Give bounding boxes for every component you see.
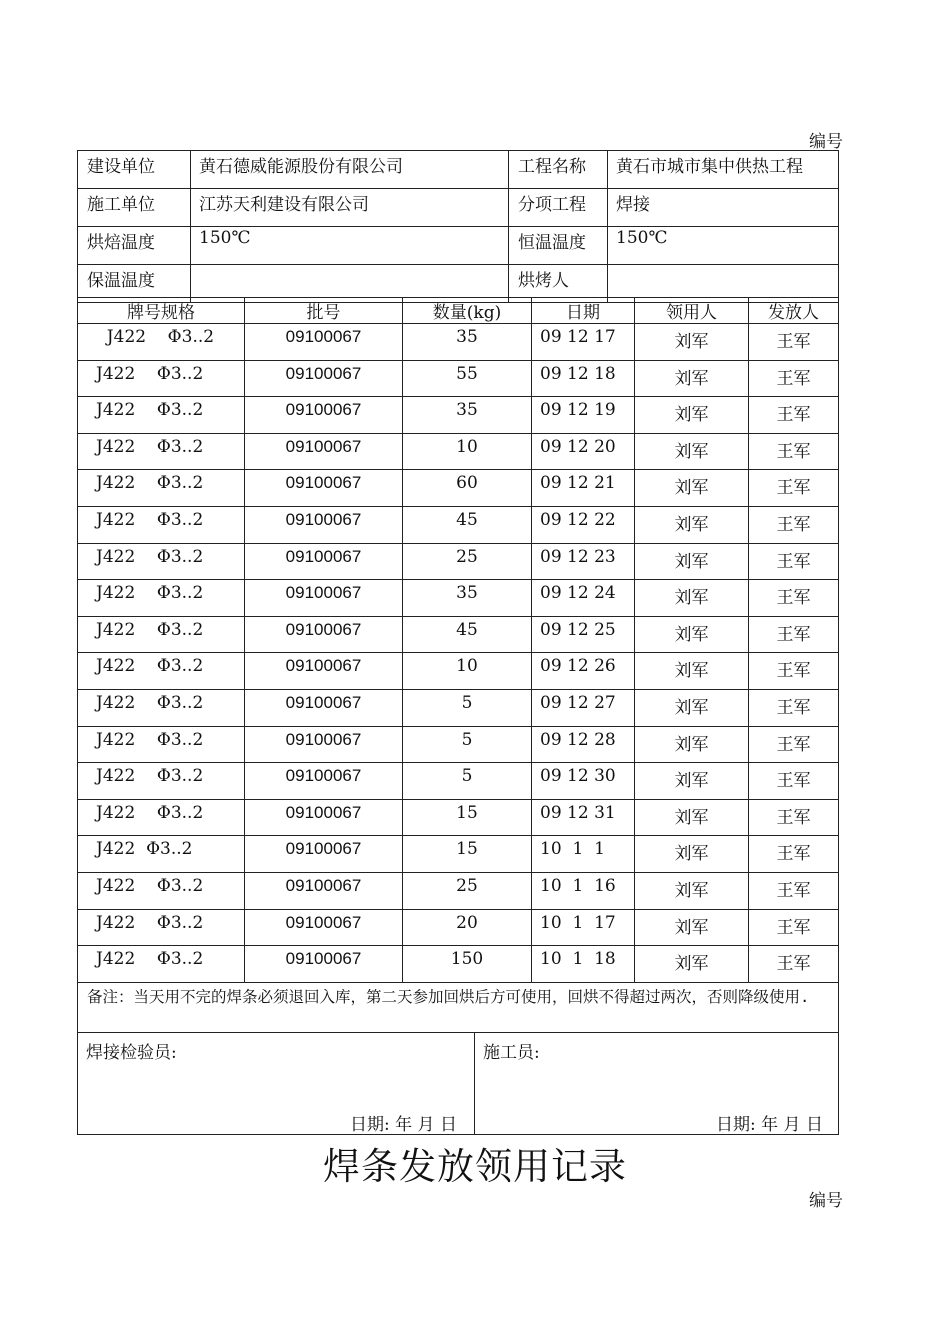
issuer-cell [749, 909, 839, 946]
date-cell [532, 543, 635, 580]
date-cell-text: 09 12 19 [540, 400, 616, 421]
receiver-cell [635, 946, 749, 983]
receiver-cell-text: 刘军 [674, 551, 709, 572]
issuer-cell [749, 616, 839, 653]
table-row [78, 324, 839, 361]
date-cell [532, 506, 635, 543]
batch-no-cell-text: 09100067 [285, 546, 362, 566]
brand-spec-cell [78, 726, 245, 763]
quantity-cell [403, 433, 532, 470]
quantity-cell [403, 616, 532, 653]
receiver-cell [635, 763, 749, 800]
quantity-cell [403, 397, 532, 434]
issuer-cell [749, 397, 839, 434]
issuer-cell-text: 王军 [776, 954, 811, 975]
table-row [78, 799, 839, 836]
project-name-value: 黄石市城市集中供热工程 [608, 151, 839, 189]
quantity-cell-text: 25 [456, 546, 478, 567]
date-cell-text: 09 12 28 [540, 729, 616, 750]
quantity-cell [403, 726, 532, 763]
brand-spec-cell [78, 543, 245, 580]
receiver-cell [635, 689, 749, 726]
batch-no-cell-text: 09100067 [285, 583, 362, 603]
quantity-cell [403, 580, 532, 617]
receiver-cell-text: 刘军 [674, 624, 709, 645]
batch-no-cell-text: 09100067 [285, 619, 362, 639]
batch-no-cell [245, 726, 403, 763]
batch-no-cell [245, 616, 403, 653]
date-cell [532, 726, 635, 763]
brand-spec-cell-text: J422 Φ3..2 [96, 363, 204, 384]
brand-spec-cell [78, 689, 245, 726]
quantity-cell-text: 45 [456, 619, 478, 640]
batch-no-cell-text: 09100067 [285, 436, 362, 456]
receiver-cell-text: 刘军 [674, 661, 709, 682]
col-batch-no: 批号 [245, 298, 403, 324]
issuer-cell-text: 王军 [776, 405, 811, 426]
batch-no-cell [245, 580, 403, 617]
receiver-cell-text: 刘军 [674, 478, 709, 499]
receiver-cell-text: 刘军 [674, 405, 709, 426]
brand-spec-cell [78, 653, 245, 690]
construction-unit-label: 建设单位 [78, 151, 191, 189]
table-row [78, 872, 839, 909]
table-row [78, 580, 839, 617]
date-cell-text: 10 1 17 [540, 912, 616, 933]
date-cell [532, 946, 635, 983]
quantity-cell [403, 836, 532, 873]
quantity-cell [403, 872, 532, 909]
date-cell-text: 09 12 27 [540, 692, 616, 713]
col-quantity: 数量(kg) [403, 298, 532, 324]
col-receiver: 领用人 [635, 298, 749, 324]
issuer-cell-text: 王军 [776, 441, 811, 462]
receiver-cell-text: 刘军 [674, 771, 709, 792]
receiver-cell [635, 799, 749, 836]
issuer-cell [749, 836, 839, 873]
issuer-cell-text: 王军 [776, 844, 811, 865]
col-issuer: 发放人 [749, 298, 839, 324]
table-body [78, 324, 839, 983]
electrode-issue-table [77, 297, 839, 983]
date-cell-text: 09 12 23 [540, 546, 616, 567]
date-cell-text: 09 12 22 [540, 509, 616, 530]
quantity-cell-text: 5 [461, 692, 473, 713]
table-row [78, 726, 839, 763]
receiver-cell-text: 刘军 [674, 807, 709, 828]
brand-spec-cell-text: J422 Φ3..2 [96, 729, 204, 750]
batch-no-cell-text: 09100067 [285, 509, 362, 529]
brand-spec-cell-text: J422 Φ3..2 [96, 546, 204, 567]
batch-no-cell [245, 397, 403, 434]
receiver-cell-text: 刘军 [674, 734, 709, 755]
inspector-date-line: 日期: 年 月 日 [350, 1115, 457, 1135]
batch-no-cell [245, 506, 403, 543]
brand-spec-cell [78, 799, 245, 836]
table-row [78, 909, 839, 946]
batch-no-cell [245, 360, 403, 397]
brand-spec-cell-text: J422 Φ3..2 [96, 436, 204, 457]
issuer-cell-text: 王军 [776, 807, 811, 828]
quantity-cell-text: 35 [456, 327, 478, 347]
quantity-cell-text: 25 [456, 875, 478, 896]
table-row [78, 763, 839, 800]
receiver-cell [635, 470, 749, 507]
batch-no-cell-text: 09100067 [285, 912, 362, 932]
issuer-cell [749, 543, 839, 580]
date-cell-text: 10 1 1 [540, 839, 605, 860]
batch-no-cell [245, 909, 403, 946]
table-row [78, 946, 839, 983]
batch-no-cell [245, 543, 403, 580]
brand-spec-cell-text: J422 Φ3..2 [96, 400, 204, 421]
project-info-row [78, 151, 839, 189]
constructor-label: 施工员: [483, 1043, 540, 1063]
page-title: 焊条发放领用记录 [323, 1145, 627, 1188]
issuer-cell [749, 360, 839, 397]
issuer-cell [749, 653, 839, 690]
receiver-cell-text: 刘军 [674, 697, 709, 718]
quantity-cell-text: 5 [461, 766, 473, 787]
serial-number-label-top: 编号 [809, 132, 843, 152]
receiver-cell-text: 刘军 [674, 332, 709, 352]
batch-no-cell [245, 470, 403, 507]
quantity-cell [403, 543, 532, 580]
batch-no-cell-text: 09100067 [285, 875, 362, 895]
batch-no-cell-text: 09100067 [285, 363, 362, 383]
date-cell-text: 10 1 16 [540, 875, 616, 896]
table-row [78, 653, 839, 690]
brand-spec-cell [78, 946, 245, 983]
quantity-cell [403, 360, 532, 397]
issuer-cell-text: 王军 [776, 734, 811, 755]
brand-spec-cell [78, 616, 245, 653]
col-brand-spec: 牌号规格 [78, 298, 245, 324]
quantity-cell-text: 15 [456, 839, 478, 860]
brand-spec-cell [78, 506, 245, 543]
batch-no-cell-text: 09100067 [285, 949, 362, 969]
quantity-cell [403, 470, 532, 507]
table-row [78, 506, 839, 543]
date-cell [532, 433, 635, 470]
date-cell [532, 397, 635, 434]
date-cell-text: 09 12 26 [540, 656, 616, 677]
date-cell [532, 689, 635, 726]
contractor-label: 施工单位 [78, 189, 191, 227]
receiver-cell [635, 433, 749, 470]
issuer-cell [749, 470, 839, 507]
issuer-cell [749, 726, 839, 763]
issuer-cell-text: 王军 [776, 551, 811, 572]
batch-no-cell-text: 09100067 [285, 802, 362, 822]
date-cell [532, 763, 635, 800]
receiver-cell [635, 909, 749, 946]
batch-no-cell [245, 324, 403, 361]
receiver-cell [635, 653, 749, 690]
issuer-cell [749, 872, 839, 909]
receiver-cell-text: 刘军 [674, 514, 709, 535]
project-info-row [78, 189, 839, 227]
date-cell-text: 09 12 31 [540, 802, 616, 823]
batch-no-cell-text: 09100067 [285, 656, 362, 676]
table-row [78, 689, 839, 726]
issuer-cell-text: 王军 [776, 514, 811, 535]
table-row [78, 433, 839, 470]
date-cell [532, 836, 635, 873]
remarks-text: 备注：当天用不完的焊条必须退回入库，第二天参加回烘后方可使用，回烘不得超过两次，否则降级使用. [87, 988, 810, 1006]
constructor-date-line: 日期: 年 月 日 [716, 1115, 823, 1135]
date-cell [532, 653, 635, 690]
remarks-box [77, 982, 839, 1033]
issuer-cell [749, 763, 839, 800]
issuer-cell [749, 580, 839, 617]
issuer-cell-text: 王军 [776, 478, 811, 499]
batch-no-cell-text: 09100067 [285, 400, 362, 420]
brand-spec-cell [78, 324, 245, 361]
brand-spec-cell-text: J422 Φ3..2 [96, 949, 204, 970]
table-row [78, 360, 839, 397]
brand-spec-cell-text: J422 Φ3..2 [96, 802, 204, 823]
table-row [78, 397, 839, 434]
constant-temp-label: 恒温温度 [509, 227, 608, 265]
issuer-cell-text: 王军 [776, 588, 811, 609]
issuer-cell-text: 王军 [776, 697, 811, 718]
date-cell [532, 909, 635, 946]
date-cell-text: 09 12 21 [540, 473, 616, 494]
project-info-row [78, 227, 839, 265]
receiver-cell [635, 397, 749, 434]
table-row [78, 616, 839, 653]
brand-spec-cell [78, 836, 245, 873]
contractor-value: 江苏天利建设有限公司 [191, 189, 509, 227]
date-cell [532, 872, 635, 909]
date-cell-text: 09 12 30 [540, 766, 616, 787]
welding-inspector-label: 焊接检验员: [86, 1043, 177, 1063]
col-date: 日期 [532, 298, 635, 324]
issuer-cell-text: 王军 [776, 880, 811, 901]
date-cell-text: 09 12 20 [540, 436, 616, 457]
baking-temp-value: 150℃ [191, 227, 509, 265]
brand-spec-cell-text: J422 Φ3..2 [96, 583, 204, 604]
brand-spec-cell [78, 763, 245, 800]
quantity-cell-text: 60 [456, 473, 478, 494]
date-cell [532, 324, 635, 361]
issuer-cell [749, 946, 839, 983]
date-cell-text: 09 12 17 [540, 327, 616, 347]
quantity-cell-text: 5 [461, 729, 473, 750]
receiver-cell [635, 616, 749, 653]
batch-no-cell-text: 09100067 [285, 473, 362, 493]
brand-spec-cell-text: J422 Φ3..2 [96, 766, 204, 787]
batch-no-cell [245, 763, 403, 800]
quantity-cell-text: 10 [456, 656, 478, 677]
issuer-cell-text: 王军 [776, 661, 811, 682]
quantity-cell [403, 689, 532, 726]
issuer-cell [749, 689, 839, 726]
quantity-cell [403, 324, 532, 361]
brand-spec-cell-text: J422 Φ3..2 [96, 327, 215, 347]
brand-spec-cell-text: J422 Φ3..2 [96, 692, 204, 713]
issuer-cell [749, 799, 839, 836]
batch-no-cell [245, 799, 403, 836]
receiver-cell [635, 506, 749, 543]
date-cell [532, 360, 635, 397]
brand-spec-cell-text: J422 Φ3..2 [96, 839, 193, 860]
date-cell-text: 10 1 18 [540, 949, 616, 970]
batch-no-cell [245, 872, 403, 909]
batch-no-cell-text: 09100067 [285, 327, 362, 346]
receiver-cell-text: 刘军 [674, 368, 709, 389]
batch-no-cell-text: 09100067 [285, 839, 362, 859]
brand-spec-cell-text: J422 Φ3..2 [96, 875, 204, 896]
brand-spec-cell-text: J422 Φ3..2 [96, 912, 204, 933]
quantity-cell [403, 763, 532, 800]
date-cell [532, 580, 635, 617]
issuer-cell-text: 王军 [776, 771, 811, 792]
batch-no-cell-text: 09100067 [285, 692, 362, 712]
table-header-row [78, 298, 839, 324]
brand-spec-cell-text: J422 Φ3..2 [96, 619, 204, 640]
issuer-cell [749, 433, 839, 470]
issuer-cell [749, 324, 839, 361]
brand-spec-cell-text: J422 Φ3..2 [96, 473, 204, 494]
date-cell [532, 470, 635, 507]
quantity-cell [403, 909, 532, 946]
quantity-cell-text: 15 [456, 802, 478, 823]
issuer-cell [749, 506, 839, 543]
table-row [78, 470, 839, 507]
receiver-cell-text: 刘军 [674, 917, 709, 938]
brand-spec-cell [78, 470, 245, 507]
quantity-cell-text: 150 [450, 949, 484, 970]
brand-spec-cell [78, 433, 245, 470]
batch-no-cell [245, 653, 403, 690]
quantity-cell [403, 506, 532, 543]
receiver-cell [635, 543, 749, 580]
issuer-cell-text: 王军 [776, 917, 811, 938]
issuer-cell-text: 王军 [776, 624, 811, 645]
receiver-cell [635, 836, 749, 873]
signature-divider [474, 1033, 475, 1134]
batch-no-cell-text: 09100067 [285, 729, 362, 749]
receiver-cell-text: 刘军 [674, 880, 709, 901]
table-row [78, 836, 839, 873]
sub-project-value: 焊接 [608, 189, 839, 227]
receiver-cell-text: 刘军 [674, 954, 709, 975]
receiver-cell [635, 580, 749, 617]
receiver-cell [635, 872, 749, 909]
receiver-cell-text: 刘军 [674, 441, 709, 462]
table-row [78, 543, 839, 580]
construction-unit-value: 黄石德威能源股份有限公司 [191, 151, 509, 189]
serial-number-label-bottom: 编号 [809, 1191, 843, 1211]
receiver-cell [635, 726, 749, 763]
brand-spec-cell [78, 872, 245, 909]
brand-spec-cell [78, 909, 245, 946]
brand-spec-cell [78, 580, 245, 617]
issuer-cell-text: 王军 [776, 332, 811, 352]
quantity-cell [403, 946, 532, 983]
project-info-table [77, 150, 839, 303]
quantity-cell-text: 55 [456, 363, 478, 384]
brand-spec-cell [78, 397, 245, 434]
signature-box [77, 1032, 839, 1135]
brand-spec-cell [78, 360, 245, 397]
baking-temp-label: 烘焙温度 [78, 227, 191, 265]
holding-temp-label: 保温温度 [78, 265, 191, 303]
receiver-cell [635, 360, 749, 397]
quantity-cell-text: 35 [456, 400, 478, 421]
quantity-cell-text: 10 [456, 436, 478, 457]
date-cell-text: 09 12 25 [540, 619, 616, 640]
receiver-cell [635, 324, 749, 361]
brand-spec-cell-text: J422 Φ3..2 [96, 656, 204, 677]
receiver-cell-text: 刘军 [674, 588, 709, 609]
quantity-cell [403, 653, 532, 690]
batch-no-cell-text: 09100067 [285, 766, 362, 786]
quantity-cell [403, 799, 532, 836]
date-cell [532, 616, 635, 653]
quantity-cell-text: 45 [456, 509, 478, 530]
quantity-cell-text: 20 [456, 912, 478, 933]
baker-label: 烘烤人 [509, 265, 608, 303]
issuer-cell-text: 王军 [776, 368, 811, 389]
brand-spec-cell-text: J422 Φ3..2 [96, 509, 204, 530]
constant-temp-value: 150℃ [608, 227, 839, 265]
batch-no-cell [245, 689, 403, 726]
date-cell [532, 799, 635, 836]
quantity-cell-text: 35 [456, 583, 478, 604]
batch-no-cell [245, 433, 403, 470]
receiver-cell-text: 刘军 [674, 844, 709, 865]
date-cell-text: 09 12 18 [540, 363, 616, 384]
project-name-label: 工程名称 [509, 151, 608, 189]
batch-no-cell [245, 946, 403, 983]
batch-no-cell [245, 836, 403, 873]
date-cell-text: 09 12 24 [540, 583, 616, 604]
sub-project-label: 分项工程 [509, 189, 608, 227]
